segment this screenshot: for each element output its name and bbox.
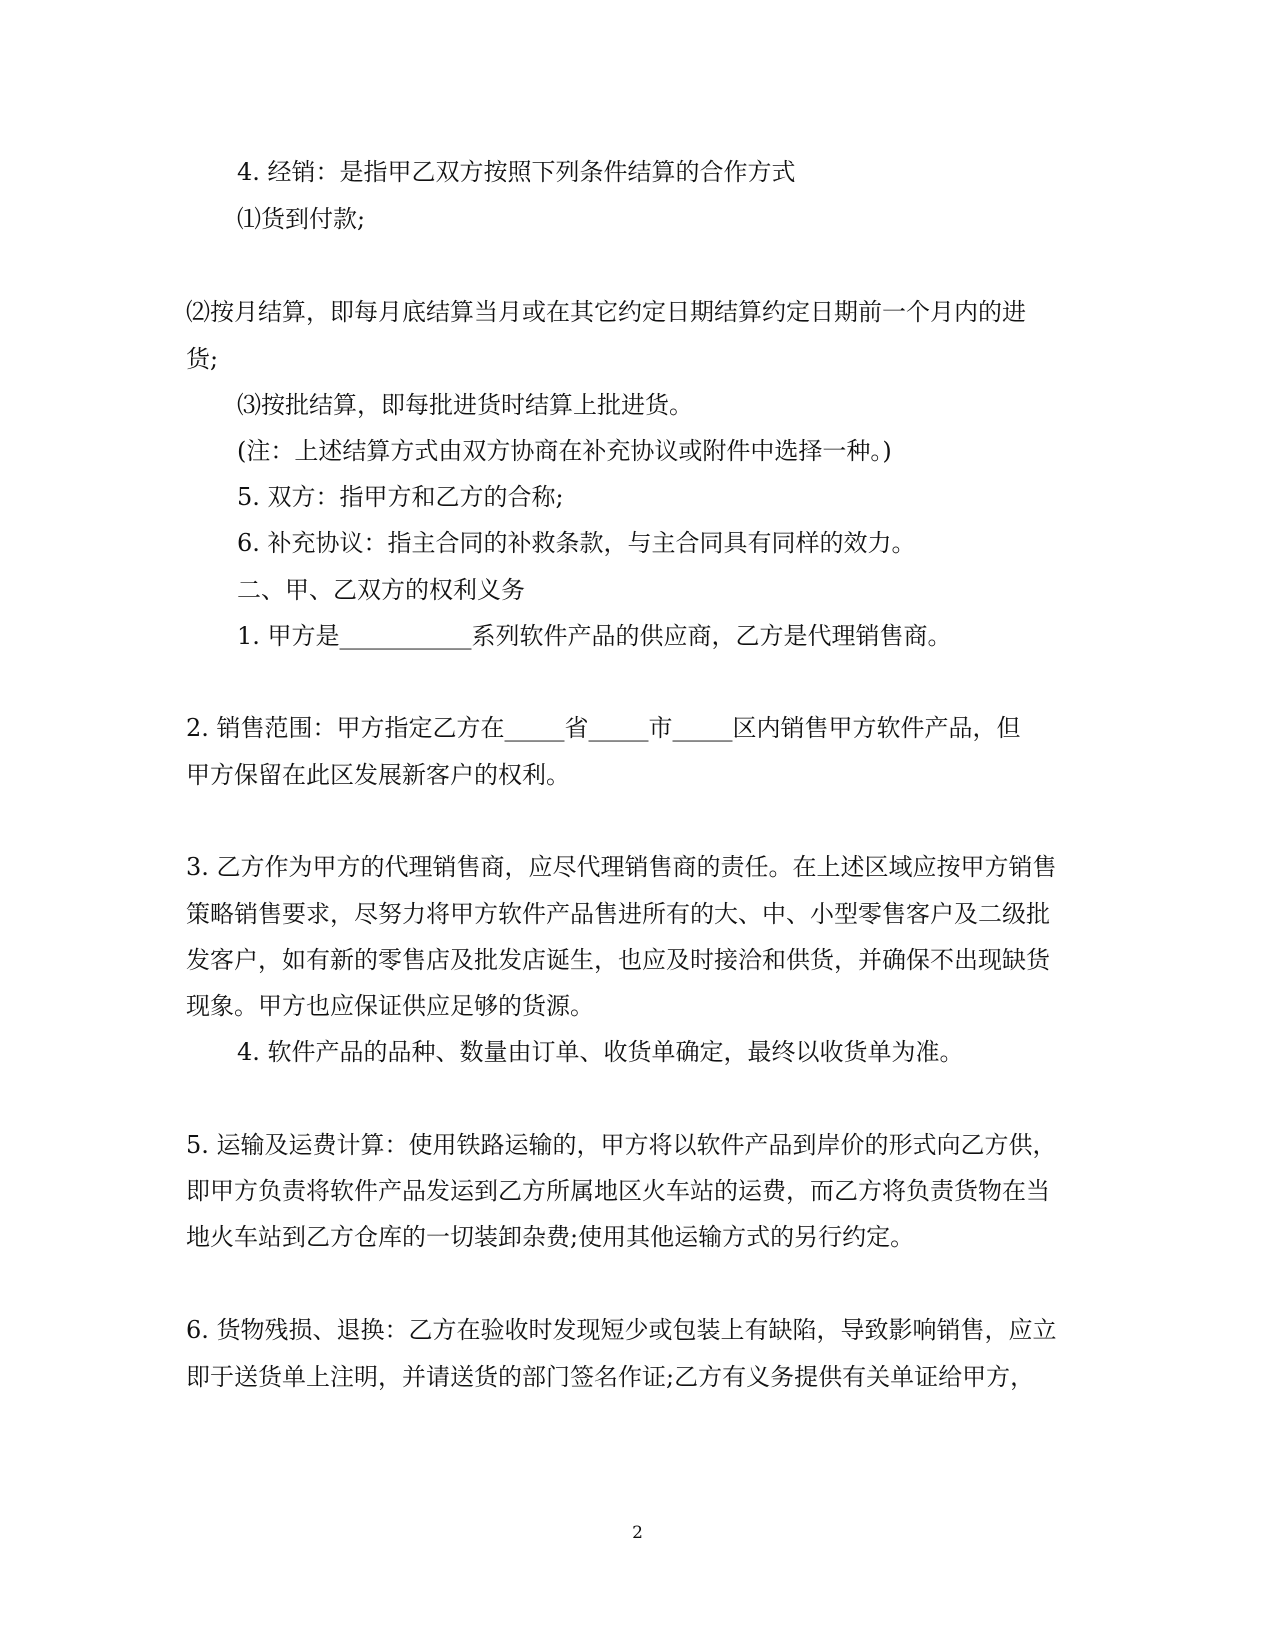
text-line: 即甲方负责将软件产品发运到乙方所属地区火车站的运费，而乙方将负责货物在当 xyxy=(186,1177,1050,1205)
text-line: 即于送货单上注明，并请送货的部门签名作证;乙方有义务提供有关单证给甲方， xyxy=(186,1363,1035,1391)
page-number: 2 xyxy=(632,1523,643,1543)
text-line: ⑶按批结算，即每批进货时结算上批进货。 xyxy=(237,391,693,419)
text-line: ⑴货到付款; xyxy=(237,205,366,233)
text-line: 2. 销售范围：甲方指定乙方在_____省_____市_____区内销售甲方软件产品，但 xyxy=(186,714,1021,742)
text-line: 3. 乙方作为甲方的代理销售商，应尽代理销售商的责任。在上述区域应按甲方销售 xyxy=(186,853,1057,881)
text-line: 货; xyxy=(186,345,219,373)
section-heading: 二、甲、乙双方的权利义务 xyxy=(237,576,525,604)
text-line: 4. 软件产品的品种、数量由订单、收货单确定，最终以收货单为准。 xyxy=(237,1038,964,1066)
text-line: 1. 甲方是___________系列软件产品的供应商，乙方是代理销售商。 xyxy=(237,622,952,650)
text-line: 4. 经销：是指甲乙双方按照下列条件结算的合作方式 xyxy=(237,158,796,186)
text-line: ⑵按月结算，即每月底结算当月或在其它约定日期结算约定日期前一个月内的进 xyxy=(186,298,1026,326)
text-line: 策略销售要求，尽努力将甲方软件产品售进所有的大、中、小型零售客户及二级批 xyxy=(186,900,1050,928)
text-line: 甲方保留在此区发展新客户的权利。 xyxy=(186,761,570,789)
text-line: 5. 运输及运费计算：使用铁路运输的，甲方将以软件产品到岸价的形式向乙方供， xyxy=(186,1131,1057,1159)
text-line: 现象。甲方也应保证供应足够的货源。 xyxy=(186,992,594,1020)
text-line: 地火车站到乙方仓库的一切装卸杂费;使用其他运输方式的另行约定。 xyxy=(186,1223,915,1251)
text-line: 发客户，如有新的零售店及批发店诞生，也应及时接洽和供货，并确保不出现缺货 xyxy=(186,946,1050,974)
text-line: (注：上述结算方式由双方协商在补充协议或附件中选择一种。) xyxy=(237,437,892,465)
text-line: 6. 货物残损、退换：乙方在验收时发现短少或包装上有缺陷，导致影响销售，应立 xyxy=(186,1316,1057,1344)
text-line: 5. 双方：指甲方和乙方的合称; xyxy=(237,483,564,511)
text-line: 6. 补充协议：指主合同的补救条款，与主合同具有同样的效力。 xyxy=(237,529,916,557)
